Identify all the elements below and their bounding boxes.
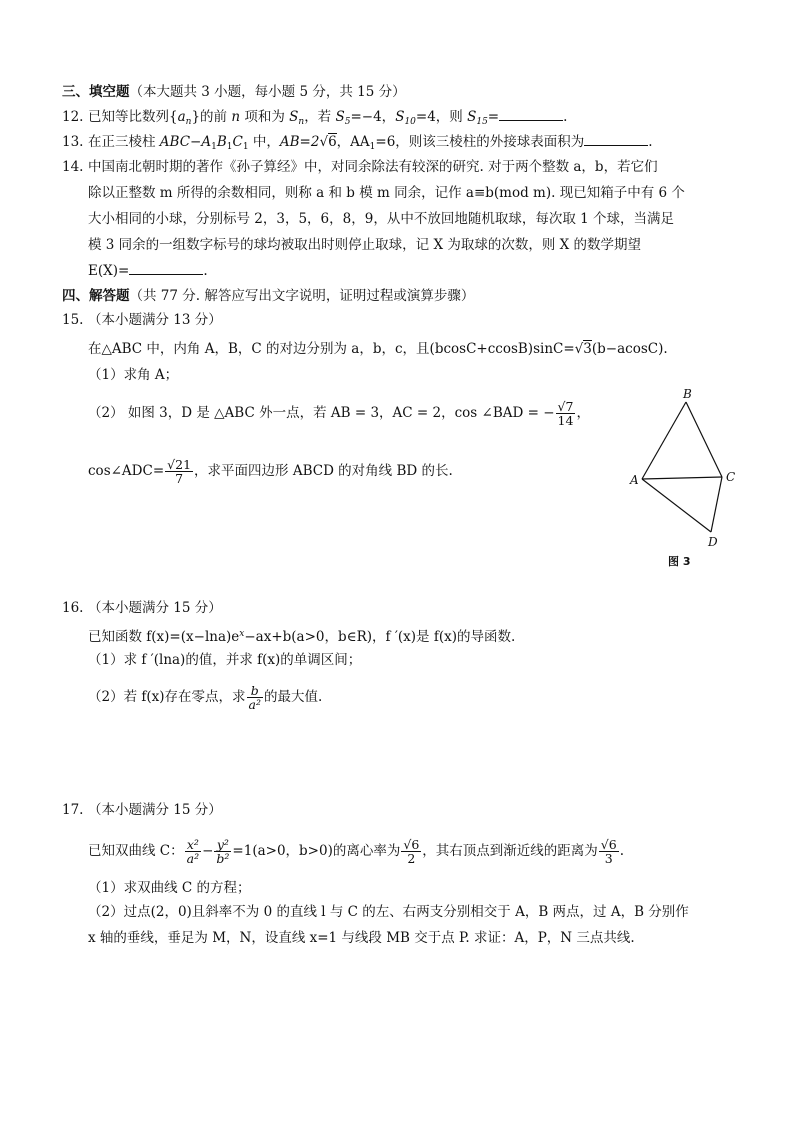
label-b: B [683,387,692,401]
q15-part: ， [576,405,590,421]
segment-bc [686,402,722,477]
q16-part: 已知函数 f(x)=(x−lna)e [88,629,240,645]
q15-part: ，求平面四边形 ABCD 的对角线 BD 的长. [194,463,453,479]
figure-3-diagram [620,382,750,552]
q14-part: E(X)= [88,263,130,279]
section-4-desc: （共 77 分. 解答应写出文字说明，证明过程或演算步骤） [129,288,475,304]
q17-intro [88,838,624,865]
section-4-title: 四、解答题 [62,288,130,304]
q12-part: . [563,109,568,125]
q13-part: 6 [328,134,337,150]
fraction: $\frac{\text{y²}}{\text{b²}}$ [216,837,230,866]
q12-text: 已知等比数列$\{a_n\}$的前 n 项和为 $S_n$，若 $S_5=-4$，$S_{10}=4$，则 $S_{15}=$ . [88,109,568,127]
fraction: $\frac{√21}{7}$ [167,457,192,486]
q12-part: 项和为 [240,109,290,125]
q16-part: （2）若 f(x)存在零点，求 [88,689,246,705]
fraction: $\frac{√6}{2}$ [403,837,420,866]
q17-number: 17. [62,802,84,818]
q12-number: 12. [62,109,84,125]
q15-part: （2） 如图 3，D 是 △ABC 外一点，若 AB = 3，AC = 2，cos ∠BAD = − [88,405,555,421]
q13-part: 中， [248,134,280,150]
q17-part: =1(a>0，b>0)的离心率为 [232,843,401,859]
fraction: $\frac{\text{x²}}{\text{a²}}$ [186,837,200,866]
q16-intro [88,625,515,646]
q13-part: ABC−A [159,134,212,150]
q15-part2 [88,400,590,427]
q12-part: }的前 [191,109,232,125]
q16-part2 [88,684,322,711]
q12-part: =4，则 [415,109,468,125]
q15-intro: 在△ABC 中，内角 A，B，C 的对边分别为 a，b，c，且(bcosC+ccosB)sinC=√3(b−acosC). [88,341,668,357]
fraction: $\frac{√7}{14}$ [557,399,574,428]
section-3-title: 三、填空题 [62,84,130,100]
q12-part: = [487,109,500,125]
q15-number: 15. [62,312,84,328]
q12-part: 已知等比数列{ [88,109,178,125]
q17-part: − [202,843,214,859]
q12-part: =−4， [350,109,396,125]
q14-line3: 大小相同的小球，分别标号 2，3，5，6，8，9，从中不放回地随机取球，每次取 1 个球，当满足 [88,211,674,227]
q17-header: （本小题满分 15 分） [88,802,222,818]
q16-part: −ax+b(a>0，b∈R)，f ′(x)是 f(x)的导函数. [244,629,516,645]
q13-text: 在正三棱柱 $ABC-A_1B_1C_1$ 中，AB=2√6，$AA_1=6$，则该三棱柱的外接球表面积为 . [88,134,653,152]
segment-ad [642,479,711,532]
q14-part: . [203,263,208,279]
fraction: $\frac{√6}{3}$ [600,837,617,866]
segment-ac [642,477,722,479]
q16-part: x [239,629,245,639]
label-a: A [630,473,639,487]
q13-part: 在正三棱柱 [88,134,160,150]
section-3-heading [62,83,406,101]
segment-ab [642,402,686,479]
section-4-heading [62,287,474,305]
label-c: C [726,470,736,484]
q15-part: 在△ABC 中，内角 A，B，C 的对边分别为 a，b，c，且(bcosC+ccosB)sinC= [88,341,575,357]
q17-part3: x 轴的垂线，垂足为 M，N，设直线 x=1 与线段 MB 交于点 P. 求证：A，P，N 三点共线. [88,930,635,946]
q17-part2: （2）过点(2，0)且斜率不为 0 的直线 l 与 C 的左、右两支分别相交于 A，B 两点，过 A，B 分别作 [88,904,689,920]
q16-header: （本小题满分 15 分） [88,600,222,616]
q13-part: AB=2 [279,134,320,150]
q14-line2: 除以正整数 m 所得的余数相同，则称 a 和 b 模 m 同余，记作 a≡b(mod m). 现已知箱子中有 6 个 [88,185,685,201]
q16-number: 16. [62,600,84,616]
q13-part: . [648,134,653,150]
q13-number: 13. [62,134,84,150]
q17-part: ，其右顶点到渐近线的距离为 [422,843,598,859]
answer-blank[interactable] [129,262,203,275]
q14-number: 14. [62,159,84,175]
q17-part: 已知双曲线 C： [88,843,184,859]
section-3-desc: （本大题共 3 小题，每小题 5 分，共 15 分） [129,84,406,100]
answer-blank[interactable] [499,108,563,121]
q14-line5 [88,262,208,280]
q14-line1: 中国南北朝时期的著作《孙子算经》中，对同余除法有较深的研究. 对于两个整数 a，b，若它们 [88,159,658,175]
q16-part: 的最大值. [264,689,323,705]
q15-part2-cont [88,458,453,485]
figure-caption: 图 3 [668,555,691,568]
q15-part: 3 [583,341,592,357]
label-d: D [708,535,718,549]
answer-blank[interactable] [584,133,648,146]
q15-part: (b−acosC). [591,341,668,357]
q12-part: ，若 [304,109,336,125]
segment-cd [711,477,722,532]
q15-header: （本小题满分 13 分） [88,312,222,328]
q13-part: =6，则该三棱柱的外接球表面积为 [375,134,585,150]
q15-part1: （1）求角 A； [88,367,179,383]
fraction: $\frac{b}{\text{a²}}$ [248,683,261,712]
q15-part: cos∠ADC= [88,463,165,479]
q16-part1: （1）求 f ′(lna)的值，并求 f(x)的单调区间； [88,652,362,668]
q14-line4: 模 3 同余的一组数字标号的球均被取出时则停止取球，记 X 为取球的次数，则 X 的数学期望 [88,237,642,253]
q13-part: ，AA [336,134,370,150]
q17-part: . [619,843,624,859]
q17-part1: （1）求双曲线 C 的方程； [88,880,251,896]
